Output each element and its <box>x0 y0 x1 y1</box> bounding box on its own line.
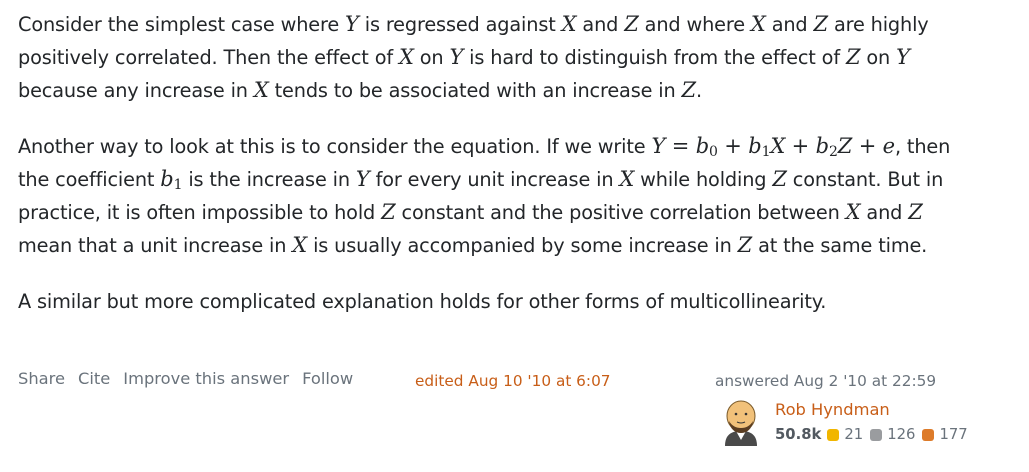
math-x: X <box>845 200 861 224</box>
post-menu <box>18 369 353 388</box>
math-x: X <box>750 12 766 36</box>
math-b1: $b_1$ <box>160 167 183 193</box>
answered-timestamp: answered Aug 2 '10 at 22:59 <box>715 372 937 390</box>
follow-link[interactable]: Follow <box>302 369 354 388</box>
math-z: Z <box>381 200 396 224</box>
math-x: X <box>292 233 308 257</box>
avatar[interactable] <box>723 400 759 446</box>
math-x: X <box>253 78 269 102</box>
math-z: Z <box>624 12 639 36</box>
edited-link[interactable]: edited Aug 10 '10 at 6:07 <box>415 372 611 390</box>
paragraph-3: A similar but more complicated explanation holds for other forms of multicollinearity. <box>18 290 827 313</box>
regression-equation: $Y = b_0 + b_1X + b_2Z + e$ <box>651 134 895 160</box>
paragraph-2: Another way to look at this is to consider the equation. If we write $Y = b_0 + b_1X + b_2Z + e$, then the coefficient $b_1$ is the increase in Y for every unit increase in X while holding Z constant. But in practice, it is often impossible to hold Z constant and the positive correlation between X and Z mean that a unit increase in X is usually accompanied by some increase in Z at the same time. <box>18 134 951 257</box>
reputation-score: 50.8k <box>775 426 822 443</box>
gold-badge-count: 21 <box>844 426 864 443</box>
bronze-badge-count: 177 <box>939 426 968 443</box>
cite-link[interactable]: Cite <box>77 369 111 388</box>
math-z: Z <box>737 233 753 257</box>
math-y: Y <box>449 45 464 69</box>
owner-card <box>715 372 1015 447</box>
user-info <box>715 399 1015 447</box>
math-x: X <box>398 45 414 69</box>
math-y: Y <box>345 12 359 36</box>
math-x: X <box>561 12 577 36</box>
paragraph-1: Consider the simplest case where Y is regressed against X and Z and where X and Z are highly positively correlated. Then the effect of X on Y is hard to distinguish from the effect of Z on Y because any increase in X tends to be associated with an increase in Z. <box>18 12 929 102</box>
math-z: Z <box>813 12 828 36</box>
math-z: Z <box>908 200 923 224</box>
improve-answer-link[interactable]: Improve this answer <box>123 369 290 388</box>
gold-badge-icon <box>827 429 839 441</box>
bronze-badge-icon <box>922 429 934 441</box>
math-z: Z <box>681 78 696 102</box>
math-y: Y <box>355 167 370 191</box>
silver-badge-count: 126 <box>887 426 916 443</box>
user-stats <box>775 426 975 443</box>
share-link[interactable]: Share <box>18 369 65 388</box>
math-y: Y <box>896 45 910 69</box>
math-x: X <box>619 167 635 191</box>
math-z: Z <box>772 167 787 191</box>
math-z: Z <box>845 45 861 69</box>
user-name-link[interactable]: Rob Hyndman <box>775 400 890 419</box>
silver-badge-icon <box>870 429 882 441</box>
post-body <box>18 8 1018 318</box>
